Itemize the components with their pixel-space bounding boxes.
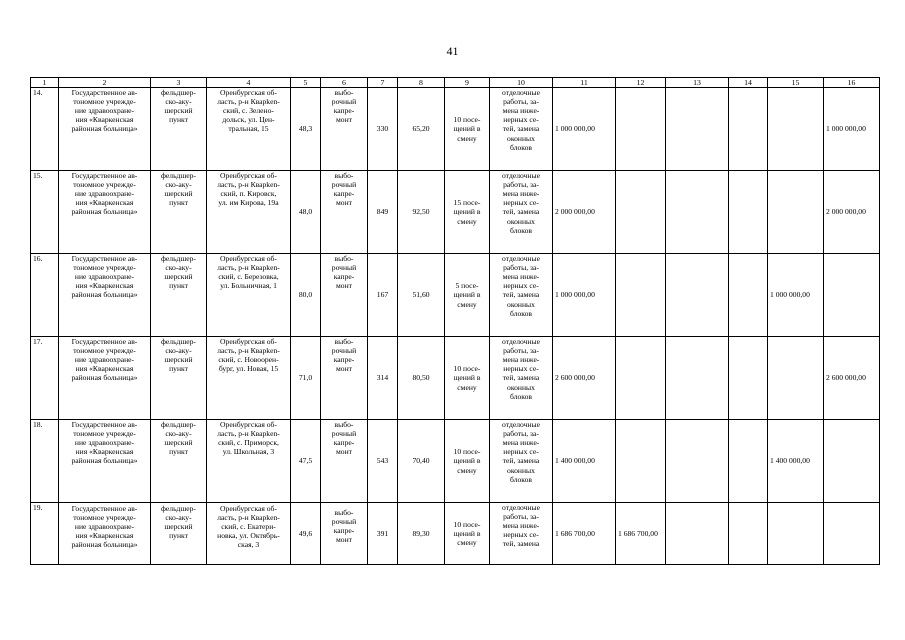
repair-type-cell: выбо- рочный капре- монт bbox=[321, 420, 368, 503]
area-cell: 48,0 bbox=[291, 171, 321, 254]
area-cell: 71,0 bbox=[291, 337, 321, 420]
col7-cell: 314 bbox=[368, 337, 398, 420]
address-cell: Оренбургская об- ласть, р-н Кварken- ский, с. Березовка, ул. Больничная, 1 bbox=[207, 254, 291, 337]
works-cell: отделочные работы, за- мена инже- нерных се- тей, замена оконных блоков bbox=[490, 88, 553, 171]
organization-cell: Государственное ав- тономное учрежде- ние здравоохране- ния «Кваркенская районная больница» bbox=[59, 420, 151, 503]
row-number: 14. bbox=[31, 88, 59, 171]
repair-type-cell: выбо- рочный капре- монт bbox=[321, 171, 368, 254]
works-cell: отделочные работы, за- мена инже- нерных се- тей, замена bbox=[490, 503, 553, 565]
repair-type-cell: выбо- рочный капре- монт bbox=[321, 254, 368, 337]
col15-cell bbox=[768, 503, 824, 565]
col16-cell bbox=[824, 503, 880, 565]
col13-cell bbox=[666, 337, 729, 420]
col14-cell bbox=[729, 337, 768, 420]
facility-type-cell: фельдшер- ско-аку- шерский пункт bbox=[151, 88, 207, 171]
col8-cell: 92,50 bbox=[398, 171, 445, 254]
capacity-cell: 10 посе- щений в смену bbox=[445, 503, 490, 565]
col11-cell: 1 400 000,00 bbox=[553, 420, 616, 503]
col7-cell: 167 bbox=[368, 254, 398, 337]
address-cell: Оренбургская об- ласть, р-н Кварken- ский, п. Кировск, ул. им Кирова, 19а bbox=[207, 171, 291, 254]
col12-cell bbox=[616, 337, 666, 420]
facility-type-cell: фельдшер- ско-аку- шерский пункт bbox=[151, 503, 207, 565]
repair-type-cell: выбо- рочный капре- монт bbox=[321, 503, 368, 565]
capacity-cell: 15 посе- щений в смену bbox=[445, 171, 490, 254]
col12-cell: 1 686 700,00 bbox=[616, 503, 666, 565]
col-header-11: 11 bbox=[553, 78, 616, 88]
col11-cell: 2 600 000,00 bbox=[553, 337, 616, 420]
table-row bbox=[31, 420, 880, 503]
col15-cell bbox=[768, 337, 824, 420]
facility-type-cell: фельдшер- ско-аку- шерский пункт bbox=[151, 337, 207, 420]
row-number: 18. bbox=[31, 420, 59, 503]
area-cell: 48,3 bbox=[291, 88, 321, 171]
capacity-cell: 10 посе- щений в смену bbox=[445, 337, 490, 420]
works-cell: отделочные работы, за- мена инже- нерных се- тей, замена оконных блоков bbox=[490, 337, 553, 420]
works-cell: отделочные работы, за- мена инже- нерных се- тей, замена оконных блоков bbox=[490, 254, 553, 337]
col13-cell bbox=[666, 88, 729, 171]
col-header-10: 10 bbox=[490, 78, 553, 88]
col16-cell: 1 000 000,00 bbox=[824, 88, 880, 171]
table-row bbox=[31, 254, 880, 337]
area-cell: 47,5 bbox=[291, 420, 321, 503]
col7-cell: 330 bbox=[368, 88, 398, 171]
repair-type-cell: выбо- рочный капре- монт bbox=[321, 88, 368, 171]
col16-cell bbox=[824, 420, 880, 503]
col-header-16: 16 bbox=[824, 78, 880, 88]
col8-cell: 70,40 bbox=[398, 420, 445, 503]
col-header-12: 12 bbox=[616, 78, 666, 88]
col15-cell: 1 000 000,00 bbox=[768, 254, 824, 337]
col-header-1: 1 bbox=[31, 78, 59, 88]
col-header-9: 9 bbox=[445, 78, 490, 88]
repair-type-cell: выбо- рочный капре- монт bbox=[321, 337, 368, 420]
capacity-cell: 5 посе- щений в смену bbox=[445, 254, 490, 337]
col-header-2: 2 bbox=[59, 78, 151, 88]
col-header-8: 8 bbox=[398, 78, 445, 88]
col12-cell bbox=[616, 171, 666, 254]
col13-cell bbox=[666, 171, 729, 254]
capacity-cell: 10 посе- щений в смену bbox=[445, 420, 490, 503]
col11-cell: 1 000 000,00 bbox=[553, 88, 616, 171]
col14-cell bbox=[729, 254, 768, 337]
area-cell: 80,0 bbox=[291, 254, 321, 337]
col15-cell bbox=[768, 171, 824, 254]
col11-cell: 1 000 000,00 bbox=[553, 254, 616, 337]
row-number: 17. bbox=[31, 337, 59, 420]
col8-cell: 89,30 bbox=[398, 503, 445, 565]
col11-cell: 1 686 700,00 bbox=[553, 503, 616, 565]
facility-type-cell: фельдшер- ско-аку- шерский пункт bbox=[151, 254, 207, 337]
col13-cell bbox=[666, 503, 729, 565]
table-row bbox=[31, 503, 880, 565]
col16-cell bbox=[824, 254, 880, 337]
col14-cell bbox=[729, 503, 768, 565]
organization-cell: Государственное ав- тономное учрежде- ние здравоохране- ния «Кваркенская районная больница» bbox=[59, 88, 151, 171]
table-row bbox=[31, 337, 880, 420]
organization-cell: Государственное ав- тономное учрежде- ние здравоохране- ния «Кваркенская районная больница» bbox=[59, 503, 151, 565]
capacity-cell: 10 посе- щений в смену bbox=[445, 88, 490, 171]
address-cell: Оренбургская об- ласть, р-н Кварken- ский, с. Приморск, ул. Школьная, 3 bbox=[207, 420, 291, 503]
col13-cell bbox=[666, 254, 729, 337]
organization-cell: Государственное ав- тономное учрежде- ние здравоохране- ния «Кваркенская районная больница» bbox=[59, 171, 151, 254]
col7-cell: 391 bbox=[368, 503, 398, 565]
col-header-3: 3 bbox=[151, 78, 207, 88]
col16-cell: 2 000 000,00 bbox=[824, 171, 880, 254]
col12-cell bbox=[616, 88, 666, 171]
col7-cell: 849 bbox=[368, 171, 398, 254]
area-cell: 49,6 bbox=[291, 503, 321, 565]
col12-cell bbox=[616, 420, 666, 503]
address-cell: Оренбургская об- ласть, р-н Кварken- ский, с. Зелено- дольск, ул. Цен- тральная, 15 bbox=[207, 88, 291, 171]
address-cell: Оренбургская об- ласть, р-н Кварken- ский, с. Новоорен- бург, ул. Новая, 15 bbox=[207, 337, 291, 420]
col8-cell: 65,20 bbox=[398, 88, 445, 171]
col-header-5: 5 bbox=[291, 78, 321, 88]
facility-type-cell: фельдшер- ско-аку- шерский пункт bbox=[151, 420, 207, 503]
col-header-14: 14 bbox=[729, 78, 768, 88]
page-number: 41 bbox=[446, 44, 459, 58]
col13-cell bbox=[666, 420, 729, 503]
col14-cell bbox=[729, 420, 768, 503]
repair-register-table bbox=[30, 77, 880, 565]
col-header-13: 13 bbox=[666, 78, 729, 88]
organization-cell: Государственное ав- тономное учрежде- ние здравоохране- ния «Кваркенская районная больница» bbox=[59, 337, 151, 420]
col8-cell: 80,50 bbox=[398, 337, 445, 420]
col15-cell bbox=[768, 88, 824, 171]
col7-cell: 543 bbox=[368, 420, 398, 503]
row-number: 19. bbox=[31, 503, 59, 565]
col14-cell bbox=[729, 171, 768, 254]
col12-cell bbox=[616, 254, 666, 337]
organization-cell: Государственное ав- тономное учрежде- ние здравоохране- ния «Кваркенская районная больница» bbox=[59, 254, 151, 337]
col-header-6: 6 bbox=[321, 78, 368, 88]
row-number: 15. bbox=[31, 171, 59, 254]
col15-cell: 1 400 000,00 bbox=[768, 420, 824, 503]
col-header-7: 7 bbox=[368, 78, 398, 88]
header-row bbox=[31, 78, 880, 88]
col14-cell bbox=[729, 88, 768, 171]
col11-cell: 2 000 000,00 bbox=[553, 171, 616, 254]
works-cell: отделочные работы, за- мена инже- нерных се- тей, замена оконных блоков bbox=[490, 420, 553, 503]
facility-type-cell: фельдшер- ско-аку- шерский пункт bbox=[151, 171, 207, 254]
works-cell: отделочные работы, за- мена инже- нерных се- тей, замена оконных блоков bbox=[490, 171, 553, 254]
col16-cell: 2 600 000,00 bbox=[824, 337, 880, 420]
address-cell: Оренбургская об- ласть, р-н Кварken- ский, с. Екатери- новка, ул. Октябрь- ская, 3 bbox=[207, 503, 291, 565]
table-row bbox=[31, 171, 880, 254]
table-row bbox=[31, 88, 880, 171]
col8-cell: 51,60 bbox=[398, 254, 445, 337]
col-header-4: 4 bbox=[207, 78, 291, 88]
col-header-15: 15 bbox=[768, 78, 824, 88]
row-number: 16. bbox=[31, 254, 59, 337]
